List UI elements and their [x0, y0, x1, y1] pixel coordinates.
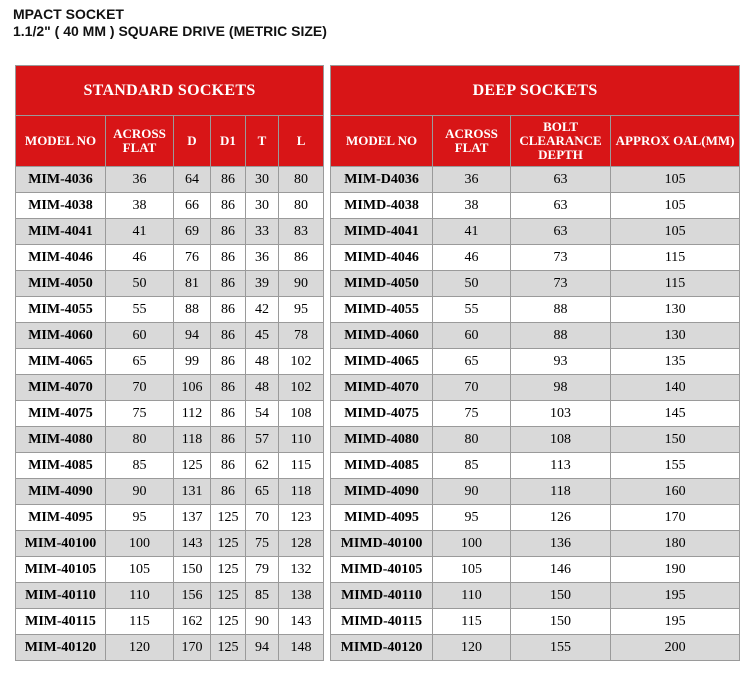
std-t-cell: 45 [246, 323, 279, 349]
column-separator [324, 66, 331, 167]
std-d-cell: 131 [174, 479, 211, 505]
std-l-cell: 115 [279, 453, 324, 479]
deep-across-flat-cell: 95 [433, 505, 511, 531]
deep-bolt-clearance-depth-cell: 108 [511, 427, 611, 453]
row-separator [324, 583, 331, 609]
deep-model-cell: MIMD-4085 [331, 453, 433, 479]
std-d-cell: 64 [174, 167, 211, 193]
deep-approx-oal-cell: 155 [611, 453, 740, 479]
document-header [13, 6, 327, 40]
std-across-flat-cell: 55 [106, 297, 174, 323]
std-l-cell: 148 [279, 635, 324, 661]
std-l-cell: 132 [279, 557, 324, 583]
deep-bolt-clearance-depth-cell: 98 [511, 375, 611, 401]
deep-model-cell: MIMD-4080 [331, 427, 433, 453]
deep-model-cell: MIMD-4075 [331, 401, 433, 427]
std-t-cell: 39 [246, 271, 279, 297]
deep-model-cell: MIMD-40105 [331, 557, 433, 583]
table-row [16, 323, 740, 349]
std-model-cell: MIM-4055 [16, 297, 106, 323]
std-t-cell: 48 [246, 375, 279, 401]
std-d1-cell: 86 [211, 245, 246, 271]
deep-bolt-clearance-depth-cell: 63 [511, 219, 611, 245]
deep-approx-oal-cell: 195 [611, 583, 740, 609]
std-l-cell: 83 [279, 219, 324, 245]
deep-approx-oal-cell: 130 [611, 323, 740, 349]
deep-across-flat-cell: 105 [433, 557, 511, 583]
row-separator [324, 453, 331, 479]
deep-approx-oal-cell: 145 [611, 401, 740, 427]
row-separator [324, 271, 331, 297]
std-across-flat-cell: 90 [106, 479, 174, 505]
std-model-cell: MIM-4090 [16, 479, 106, 505]
table-row [16, 505, 740, 531]
std-l-cell: 90 [279, 271, 324, 297]
std-d1-cell: 125 [211, 531, 246, 557]
std-t-cell: 75 [246, 531, 279, 557]
deep-approx-oal-cell: 105 [611, 193, 740, 219]
std-d-cell: 150 [174, 557, 211, 583]
std-d1-cell: 86 [211, 453, 246, 479]
table-row [16, 635, 740, 661]
std-t-cell: 90 [246, 609, 279, 635]
row-separator [324, 427, 331, 453]
row-separator [324, 531, 331, 557]
std-across-flat-cell: 120 [106, 635, 174, 661]
std-t-cell: 62 [246, 453, 279, 479]
std-across-flat-cell: 115 [106, 609, 174, 635]
std-model-cell: MIM-4075 [16, 401, 106, 427]
std-l-cell: 102 [279, 349, 324, 375]
deep-across-flat-cell: 80 [433, 427, 511, 453]
deep-approx-oal-cell: 150 [611, 427, 740, 453]
std-model-cell: MIM-40120 [16, 635, 106, 661]
table-row [16, 297, 740, 323]
std-model-cell: MIM-4041 [16, 219, 106, 245]
std-across-flat-cell: 85 [106, 453, 174, 479]
std-l-cell: 128 [279, 531, 324, 557]
deep-model-cell: MIMD-4065 [331, 349, 433, 375]
deep-bolt-clearance-depth-cell: 103 [511, 401, 611, 427]
std-t-cell: 30 [246, 193, 279, 219]
std-d1-cell: 86 [211, 219, 246, 245]
deep-bolt-clearance-depth-cell: 63 [511, 167, 611, 193]
std-model-cell: MIM-4036 [16, 167, 106, 193]
std-model-cell: MIM-4095 [16, 505, 106, 531]
std-across-flat-cell: 100 [106, 531, 174, 557]
std-d1-cell: 86 [211, 193, 246, 219]
row-separator [324, 635, 331, 661]
deep-model-cell: MIM-D4036 [331, 167, 433, 193]
row-separator [324, 505, 331, 531]
std-l-cell: 95 [279, 297, 324, 323]
deep-across-flat-cell: 60 [433, 323, 511, 349]
deep-col-bolt-clearance-depth: BOLT CLEARANCE DEPTH [511, 116, 611, 167]
std-d1-cell: 86 [211, 479, 246, 505]
std-t-cell: 85 [246, 583, 279, 609]
socket-spec-table [15, 65, 740, 661]
row-separator [324, 349, 331, 375]
std-l-cell: 118 [279, 479, 324, 505]
std-model-cell: MIM-4085 [16, 453, 106, 479]
row-separator [324, 219, 331, 245]
std-l-cell: 138 [279, 583, 324, 609]
deep-approx-oal-cell: 105 [611, 219, 740, 245]
std-t-cell: 33 [246, 219, 279, 245]
std-t-cell: 57 [246, 427, 279, 453]
std-model-cell: MIM-40100 [16, 531, 106, 557]
deep-bolt-clearance-depth-cell: 73 [511, 271, 611, 297]
deep-across-flat-cell: 85 [433, 453, 511, 479]
deep-approx-oal-cell: 115 [611, 245, 740, 271]
std-d-cell: 76 [174, 245, 211, 271]
table-row [16, 219, 740, 245]
std-model-cell: MIM-40105 [16, 557, 106, 583]
deep-approx-oal-cell: 135 [611, 349, 740, 375]
std-model-cell: MIM-4046 [16, 245, 106, 271]
std-l-cell: 78 [279, 323, 324, 349]
std-d-cell: 137 [174, 505, 211, 531]
std-model-cell: MIM-4060 [16, 323, 106, 349]
std-model-cell: MIM-4050 [16, 271, 106, 297]
deep-approx-oal-cell: 190 [611, 557, 740, 583]
deep-bolt-clearance-depth-cell: 136 [511, 531, 611, 557]
deep-col-model: MODEL NO [331, 116, 433, 167]
table-row [16, 479, 740, 505]
row-separator [324, 479, 331, 505]
table-body [16, 167, 740, 661]
deep-bolt-clearance-depth-cell: 113 [511, 453, 611, 479]
std-across-flat-cell: 65 [106, 349, 174, 375]
deep-model-cell: MIMD-4041 [331, 219, 433, 245]
std-across-flat-cell: 80 [106, 427, 174, 453]
deep-col-across-flat: ACROSS FLAT [433, 116, 511, 167]
std-d1-cell: 86 [211, 427, 246, 453]
std-col-d1: D1 [211, 116, 246, 167]
std-t-cell: 70 [246, 505, 279, 531]
std-across-flat-cell: 36 [106, 167, 174, 193]
std-l-cell: 86 [279, 245, 324, 271]
std-d-cell: 162 [174, 609, 211, 635]
deep-across-flat-cell: 75 [433, 401, 511, 427]
deep-approx-oal-cell: 160 [611, 479, 740, 505]
std-d1-cell: 125 [211, 557, 246, 583]
row-separator [324, 297, 331, 323]
deep-bolt-clearance-depth-cell: 150 [511, 583, 611, 609]
std-d-cell: 143 [174, 531, 211, 557]
deep-sockets-heading: DEEP SOCKETS [331, 66, 740, 116]
table-row [16, 167, 740, 193]
document-title: MPACT SOCKET [13, 6, 124, 22]
deep-across-flat-cell: 38 [433, 193, 511, 219]
deep-bolt-clearance-depth-cell: 88 [511, 323, 611, 349]
table-row [16, 557, 740, 583]
std-l-cell: 110 [279, 427, 324, 453]
row-separator [324, 167, 331, 193]
table-row [16, 583, 740, 609]
std-d-cell: 156 [174, 583, 211, 609]
deep-across-flat-cell: 50 [433, 271, 511, 297]
std-across-flat-cell: 70 [106, 375, 174, 401]
table-row [16, 401, 740, 427]
std-t-cell: 79 [246, 557, 279, 583]
row-separator [324, 401, 331, 427]
row-separator [324, 193, 331, 219]
std-d-cell: 112 [174, 401, 211, 427]
socket-spec-table-container [15, 65, 739, 661]
std-col-d: D [174, 116, 211, 167]
deep-model-cell: MIMD-4050 [331, 271, 433, 297]
row-separator [324, 375, 331, 401]
standard-sockets-heading: STANDARD SOCKETS [16, 66, 324, 116]
deep-bolt-clearance-depth-cell: 150 [511, 609, 611, 635]
std-d1-cell: 125 [211, 583, 246, 609]
deep-across-flat-cell: 90 [433, 479, 511, 505]
deep-approx-oal-cell: 105 [611, 167, 740, 193]
row-separator [324, 557, 331, 583]
deep-model-cell: MIMD-4070 [331, 375, 433, 401]
std-d-cell: 99 [174, 349, 211, 375]
deep-across-flat-cell: 46 [433, 245, 511, 271]
deep-model-cell: MIMD-40100 [331, 531, 433, 557]
std-d-cell: 125 [174, 453, 211, 479]
deep-across-flat-cell: 55 [433, 297, 511, 323]
std-d1-cell: 86 [211, 271, 246, 297]
deep-approx-oal-cell: 195 [611, 609, 740, 635]
document-subtitle: 1.1/2" ( 40 MM ) SQUARE DRIVE (METRIC SIZE) [13, 23, 327, 39]
deep-model-cell: MIMD-4055 [331, 297, 433, 323]
deep-model-cell: MIMD-4046 [331, 245, 433, 271]
std-model-cell: MIM-4070 [16, 375, 106, 401]
std-t-cell: 54 [246, 401, 279, 427]
deep-model-cell: MIMD-4090 [331, 479, 433, 505]
std-d-cell: 69 [174, 219, 211, 245]
std-d-cell: 94 [174, 323, 211, 349]
std-col-across-flat: ACROSS FLAT [106, 116, 174, 167]
std-d1-cell: 125 [211, 609, 246, 635]
deep-across-flat-cell: 115 [433, 609, 511, 635]
std-d-cell: 118 [174, 427, 211, 453]
std-model-cell: MIM-40110 [16, 583, 106, 609]
std-t-cell: 65 [246, 479, 279, 505]
std-col-l: L [279, 116, 324, 167]
row-separator [324, 245, 331, 271]
deep-across-flat-cell: 110 [433, 583, 511, 609]
std-d1-cell: 86 [211, 297, 246, 323]
deep-across-flat-cell: 120 [433, 635, 511, 661]
deep-across-flat-cell: 100 [433, 531, 511, 557]
deep-model-cell: MIMD-4060 [331, 323, 433, 349]
table-row [16, 609, 740, 635]
deep-across-flat-cell: 70 [433, 375, 511, 401]
std-t-cell: 30 [246, 167, 279, 193]
std-d1-cell: 125 [211, 505, 246, 531]
std-model-cell: MIM-4065 [16, 349, 106, 375]
std-across-flat-cell: 105 [106, 557, 174, 583]
deep-approx-oal-cell: 180 [611, 531, 740, 557]
std-t-cell: 42 [246, 297, 279, 323]
std-l-cell: 80 [279, 193, 324, 219]
std-model-cell: MIM-4038 [16, 193, 106, 219]
table-row [16, 375, 740, 401]
deep-bolt-clearance-depth-cell: 118 [511, 479, 611, 505]
std-across-flat-cell: 38 [106, 193, 174, 219]
deep-bolt-clearance-depth-cell: 88 [511, 297, 611, 323]
row-separator [324, 323, 331, 349]
std-d1-cell: 86 [211, 375, 246, 401]
std-l-cell: 102 [279, 375, 324, 401]
deep-bolt-clearance-depth-cell: 126 [511, 505, 611, 531]
deep-model-cell: MIMD-40120 [331, 635, 433, 661]
deep-approx-oal-cell: 130 [611, 297, 740, 323]
std-d1-cell: 86 [211, 323, 246, 349]
deep-col-approx-oal: APPROX OAL(MM) [611, 116, 740, 167]
row-separator [324, 609, 331, 635]
deep-model-cell: MIMD-4095 [331, 505, 433, 531]
std-d-cell: 88 [174, 297, 211, 323]
std-l-cell: 80 [279, 167, 324, 193]
deep-approx-oal-cell: 115 [611, 271, 740, 297]
std-t-cell: 36 [246, 245, 279, 271]
table-row [16, 349, 740, 375]
std-col-t: T [246, 116, 279, 167]
deep-model-cell: MIMD-40110 [331, 583, 433, 609]
std-t-cell: 94 [246, 635, 279, 661]
table-row [16, 193, 740, 219]
deep-bolt-clearance-depth-cell: 63 [511, 193, 611, 219]
deep-bolt-clearance-depth-cell: 146 [511, 557, 611, 583]
std-across-flat-cell: 60 [106, 323, 174, 349]
std-l-cell: 123 [279, 505, 324, 531]
deep-model-cell: MIMD-4038 [331, 193, 433, 219]
std-model-cell: MIM-40115 [16, 609, 106, 635]
std-d1-cell: 86 [211, 167, 246, 193]
deep-across-flat-cell: 36 [433, 167, 511, 193]
std-across-flat-cell: 95 [106, 505, 174, 531]
table-row [16, 245, 740, 271]
std-d1-cell: 125 [211, 635, 246, 661]
deep-approx-oal-cell: 140 [611, 375, 740, 401]
std-l-cell: 108 [279, 401, 324, 427]
std-across-flat-cell: 75 [106, 401, 174, 427]
std-col-model: MODEL NO [16, 116, 106, 167]
std-d1-cell: 86 [211, 401, 246, 427]
std-l-cell: 143 [279, 609, 324, 635]
std-t-cell: 48 [246, 349, 279, 375]
std-d-cell: 106 [174, 375, 211, 401]
deep-across-flat-cell: 65 [433, 349, 511, 375]
table-row [16, 271, 740, 297]
std-across-flat-cell: 50 [106, 271, 174, 297]
std-across-flat-cell: 110 [106, 583, 174, 609]
std-across-flat-cell: 41 [106, 219, 174, 245]
std-across-flat-cell: 46 [106, 245, 174, 271]
std-d-cell: 81 [174, 271, 211, 297]
deep-approx-oal-cell: 170 [611, 505, 740, 531]
std-d1-cell: 86 [211, 349, 246, 375]
deep-model-cell: MIMD-40115 [331, 609, 433, 635]
table-row [16, 531, 740, 557]
table-row [16, 453, 740, 479]
table-row [16, 427, 740, 453]
deep-bolt-clearance-depth-cell: 155 [511, 635, 611, 661]
std-model-cell: MIM-4080 [16, 427, 106, 453]
std-d-cell: 66 [174, 193, 211, 219]
deep-across-flat-cell: 41 [433, 219, 511, 245]
deep-bolt-clearance-depth-cell: 93 [511, 349, 611, 375]
deep-bolt-clearance-depth-cell: 73 [511, 245, 611, 271]
std-d-cell: 170 [174, 635, 211, 661]
deep-approx-oal-cell: 200 [611, 635, 740, 661]
